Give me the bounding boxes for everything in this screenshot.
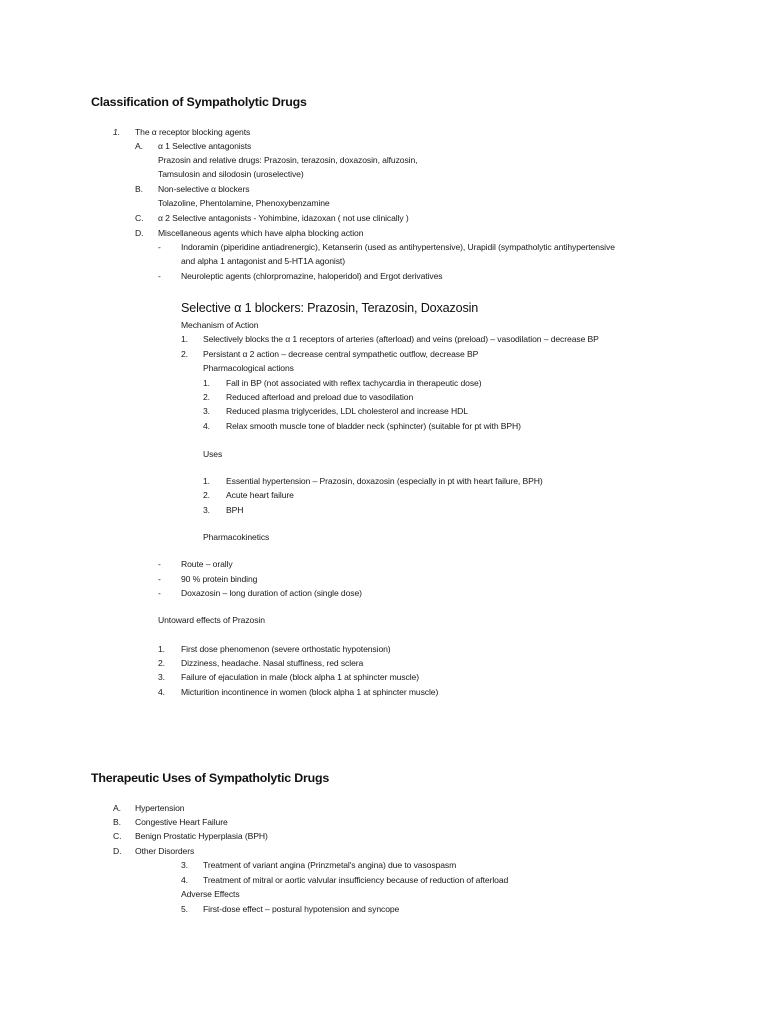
line-text: Treatment of mitral or aortic valvular insufficiency because of reduction of afterload bbox=[203, 875, 509, 885]
list-marker: 2. bbox=[158, 658, 165, 668]
line-text: Relax smooth muscle tone of bladder neck (sphincter) (suitable for pt with BPH) bbox=[226, 421, 521, 431]
line-text: Doxazosin – long duration of action (single dose) bbox=[181, 588, 362, 598]
list-marker: D. bbox=[113, 846, 122, 856]
list-marker: A. bbox=[135, 141, 143, 151]
line-text: Hypertension bbox=[135, 803, 185, 813]
line-text: 90 % protein binding bbox=[181, 574, 258, 584]
line-text: Other Disorders bbox=[135, 846, 195, 856]
list-marker: 4. bbox=[203, 421, 210, 431]
line-text: Pharmacokinetics bbox=[203, 532, 270, 542]
list-marker: 1. bbox=[158, 644, 165, 654]
list-marker: - bbox=[158, 559, 161, 569]
list-marker: C. bbox=[135, 213, 144, 223]
line-text: First dose phenomenon (severe orthostatic hypotension) bbox=[181, 644, 391, 654]
line-text: Route – orally bbox=[181, 559, 233, 569]
line-text: Mechanism of Action bbox=[181, 320, 259, 330]
line-text: First-dose effect – postural hypotension and syncope bbox=[203, 904, 400, 914]
list-marker: 2. bbox=[181, 349, 188, 359]
line-text: Persistant α 2 action – decrease central sympathetic outflow, decrease BP bbox=[203, 349, 479, 359]
therapeutic-uses-heading: Therapeutic Uses of Sympatholytic Drugs bbox=[91, 771, 330, 785]
list-marker: 1. bbox=[113, 127, 120, 137]
line-text: Tamsulosin and silodosin (uroselective) bbox=[158, 169, 304, 179]
list-marker: 2. bbox=[203, 490, 210, 500]
line-text: Prazosin and relative drugs: Prazosin, terazosin, doxazosin, alfuzosin, bbox=[158, 155, 418, 165]
line-text: Pharmacological actions bbox=[203, 363, 294, 373]
line-text: Untoward effects of Prazosin bbox=[158, 615, 265, 625]
line-text: Treatment of variant angina (Prinzmetal's angina) due to vasospasm bbox=[203, 860, 457, 870]
line-text: Benign Prostatic Hyperplasia (BPH) bbox=[135, 831, 268, 841]
list-marker: 1. bbox=[203, 378, 210, 388]
line-text: Micturition incontinence in women (block alpha 1 at sphincter muscle) bbox=[181, 687, 439, 697]
line-text: and alpha 1 antagonist and 5-HT1A agonist) bbox=[181, 256, 345, 266]
list-marker: 5. bbox=[181, 904, 188, 914]
list-marker: 1. bbox=[203, 476, 210, 486]
line-text: Neuroleptic agents (chlorpromazine, haloperidol) and Ergot derivatives bbox=[181, 271, 443, 281]
line-text: Reduced plasma triglycerides, LDL cholesterol and increase HDL bbox=[226, 406, 468, 416]
list-marker: D. bbox=[135, 228, 144, 238]
list-marker: 3. bbox=[203, 406, 210, 416]
list-marker: - bbox=[158, 242, 161, 252]
list-marker: 2. bbox=[203, 392, 210, 402]
line-text: Fall in BP (not associated with reflex tachycardia in therapeutic dose) bbox=[226, 378, 482, 388]
classification-heading: Classification of Sympatholytic Drugs bbox=[91, 95, 307, 109]
list-marker: B. bbox=[113, 817, 121, 827]
list-marker: B. bbox=[135, 184, 143, 194]
list-marker: 1. bbox=[181, 334, 188, 344]
line-text: Selectively blocks the α 1 receptors of arteries (afterload) and veins (preload) – vasodilation – decrease BP bbox=[203, 334, 599, 344]
line-text: The α receptor blocking agents bbox=[135, 127, 251, 137]
list-marker: 4. bbox=[181, 875, 188, 885]
line-text: Essential hypertension – Prazosin, doxazosin (especially in pt with heart failure, BPH) bbox=[226, 476, 543, 486]
list-marker: C. bbox=[113, 831, 122, 841]
list-marker: - bbox=[158, 574, 161, 584]
line-text: Miscellaneous agents which have alpha blocking action bbox=[158, 228, 364, 238]
list-marker: - bbox=[158, 271, 161, 281]
line-text: α 1 Selective antagonists bbox=[158, 141, 252, 151]
line-text: Dizziness, headache. Nasal stuffiness, red sclera bbox=[181, 658, 364, 668]
alpha1-blockers-heading: Selective α 1 blockers: Prazosin, Terazosin, Doxazosin bbox=[181, 301, 479, 315]
line-text: Failure of ejaculation in male (block alpha 1 at sphincter muscle) bbox=[181, 672, 419, 682]
line-text: Uses bbox=[203, 449, 223, 459]
line-text: Non-selective α blockers bbox=[158, 184, 250, 194]
line-text: BPH bbox=[226, 505, 244, 515]
list-marker: 3. bbox=[158, 672, 165, 682]
list-marker: 4. bbox=[158, 687, 165, 697]
line-text: Indoramin (piperidine antiadrenergic), Ketanserin (used as antihypertensive), Urapidil (sympatholytic antihypertensive bbox=[181, 242, 615, 252]
line-text: Tolazoline, Phentolamine, Phenoxybenzamine bbox=[158, 198, 330, 208]
list-marker: 3. bbox=[181, 860, 188, 870]
list-marker: 3. bbox=[203, 505, 210, 515]
line-text: Congestive Heart Failure bbox=[135, 817, 228, 827]
line-text: Adverse Effects bbox=[181, 889, 240, 899]
line-text: Reduced afterload and preload due to vasodilation bbox=[226, 392, 414, 402]
list-marker: - bbox=[158, 588, 161, 598]
list-marker: A. bbox=[113, 803, 121, 813]
line-text: α 2 Selective antagonists - Yohimbine, idazoxan ( not use clinically ) bbox=[158, 213, 409, 223]
line-text: Acute heart failure bbox=[226, 490, 294, 500]
